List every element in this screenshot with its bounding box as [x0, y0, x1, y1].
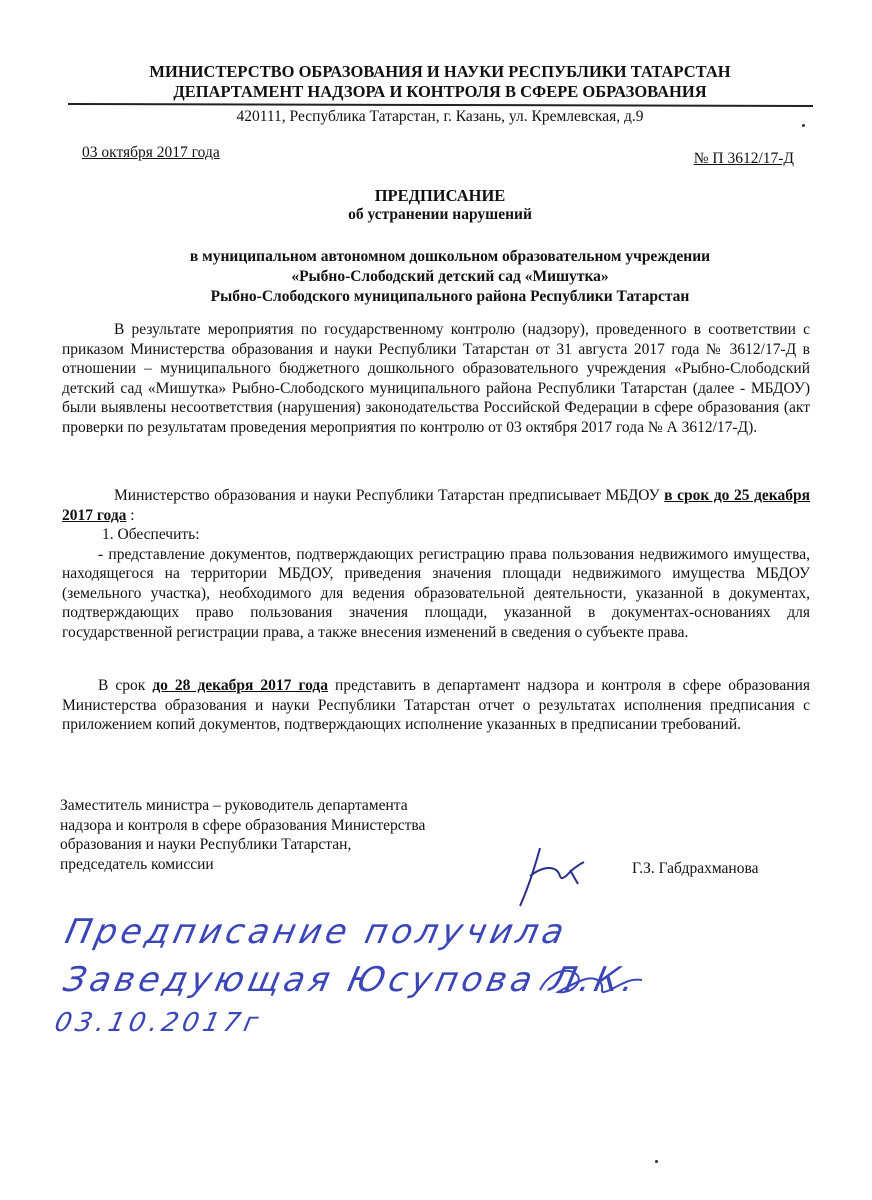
- institution-line-2: «Рыбно-Слободский детский сад «Мишутка»: [291, 268, 609, 285]
- order-deadline: в срок до 25 декабря 2017 года: [62, 487, 810, 524]
- paragraph-findings: [62, 320, 810, 437]
- document-subtitle: об устранении нарушений: [348, 206, 532, 223]
- signatory-block: [60, 796, 480, 874]
- address: 420111, Республика Татарстан, г. Казань, ул. Кремлевская, д.9: [236, 108, 644, 125]
- institution-line-3: Рыбно-Слободского муниципального района Республики Татарстан: [210, 288, 690, 305]
- handwritten-head: [51, 960, 872, 1040]
- order-item-1: 1. Обеспечить:: [102, 526, 200, 543]
- handwritten-received: Предписание получила: [61, 912, 572, 952]
- order-lead: Министерство образования и науки Республики Татарстан предписывает МБДОУ: [114, 487, 665, 504]
- scan-speck: [802, 124, 805, 127]
- header-divider: [68, 103, 813, 107]
- institution-line-1: в муниципальном автономном дошкольном образовательном учреждении: [189, 248, 711, 265]
- paragraph-order: [62, 486, 810, 642]
- document-title: ПРЕДПИСАНИЕ: [374, 186, 506, 205]
- paragraph-report: [62, 676, 810, 735]
- handwritten-date: 03.10.2017г: [51, 1008, 265, 1038]
- signatory-line-1: Заместитель министра – руководитель департамента: [60, 797, 408, 814]
- ministry-name: МИНИСТЕРСТВО ОБРАЗОВАНИЯ И НАУКИ РЕСПУБЛИКИ ТАТАРСТАН: [149, 62, 731, 81]
- document-number: № П 3612/17-Д: [693, 150, 794, 167]
- report-lead: В срок: [98, 677, 153, 694]
- signature-mark: [500, 840, 610, 910]
- document-date: 03 октября 2017 года: [82, 144, 220, 161]
- findings-text: В результате мероприятия по государственному контролю (надзору), проведенного в соответствии с приказом Министерства образования и науки Республики Татарстан от 31 августа 2017 года № 3612/17-Д в отношении – муниципального бюджетного дошкольного образовательного учреждения «Рыбно-Слободский детский сад «Мишутка» Рыбно-Слободского муниципального района Республики Татарстан (далее - МБДОУ) были выявлены несоответствия (нарушения) законодательства Российской Федерации в сфере образования (акт проверки по результатам проведения мероприятия по контролю от 03 октября 2017 года № А 3612/17-Д).: [62, 321, 810, 436]
- signatory-line-4: председатель комиссии: [60, 855, 214, 873]
- handwritten-head-name: Заведующая Юсупова Л.К.: [60, 960, 643, 1000]
- signatory-name: Г.З. Габдрахманова: [632, 860, 759, 877]
- report-deadline: до 28 декабря 2017 года: [152, 677, 328, 694]
- report-tail: представить в департамент надзора и контроля в сфере образования Министерства образования и науки Республики Татарстан отчет о результатах исполнения предписания с приложением копий документов, подтверждающих исполнение указанных в предписании требований.: [62, 677, 811, 733]
- handwritten-signature: [530, 960, 650, 1004]
- signatory-line-3: образования и науки Республики Татарстан,: [60, 836, 352, 853]
- scan-speck: [655, 1160, 658, 1163]
- signatory-line-2: надзора и контроля в сфере образования Министерства: [60, 816, 426, 834]
- department-name: ДЕПАРТАМЕНТ НАДЗОРА И КОНТРОЛЯ В СФЕРЕ ОБРАЗОВАНИЯ: [173, 82, 707, 101]
- order-tail: :: [126, 506, 135, 524]
- order-item-1-text: - представление документов, подтверждающих регистрацию права пользования недвижимого имущества, находящегося на территории МБДОУ, приведения значения площади недвижимого имущества МБДОУ (земельного участка), необходимого для ведения образовательной деятельности, указанной в документах, подтверждающих право пользования значения площади, указанной в документах-основаниях для государственной регистрации права, а также внесения изменений в сведения о субъекте права.: [62, 545, 810, 641]
